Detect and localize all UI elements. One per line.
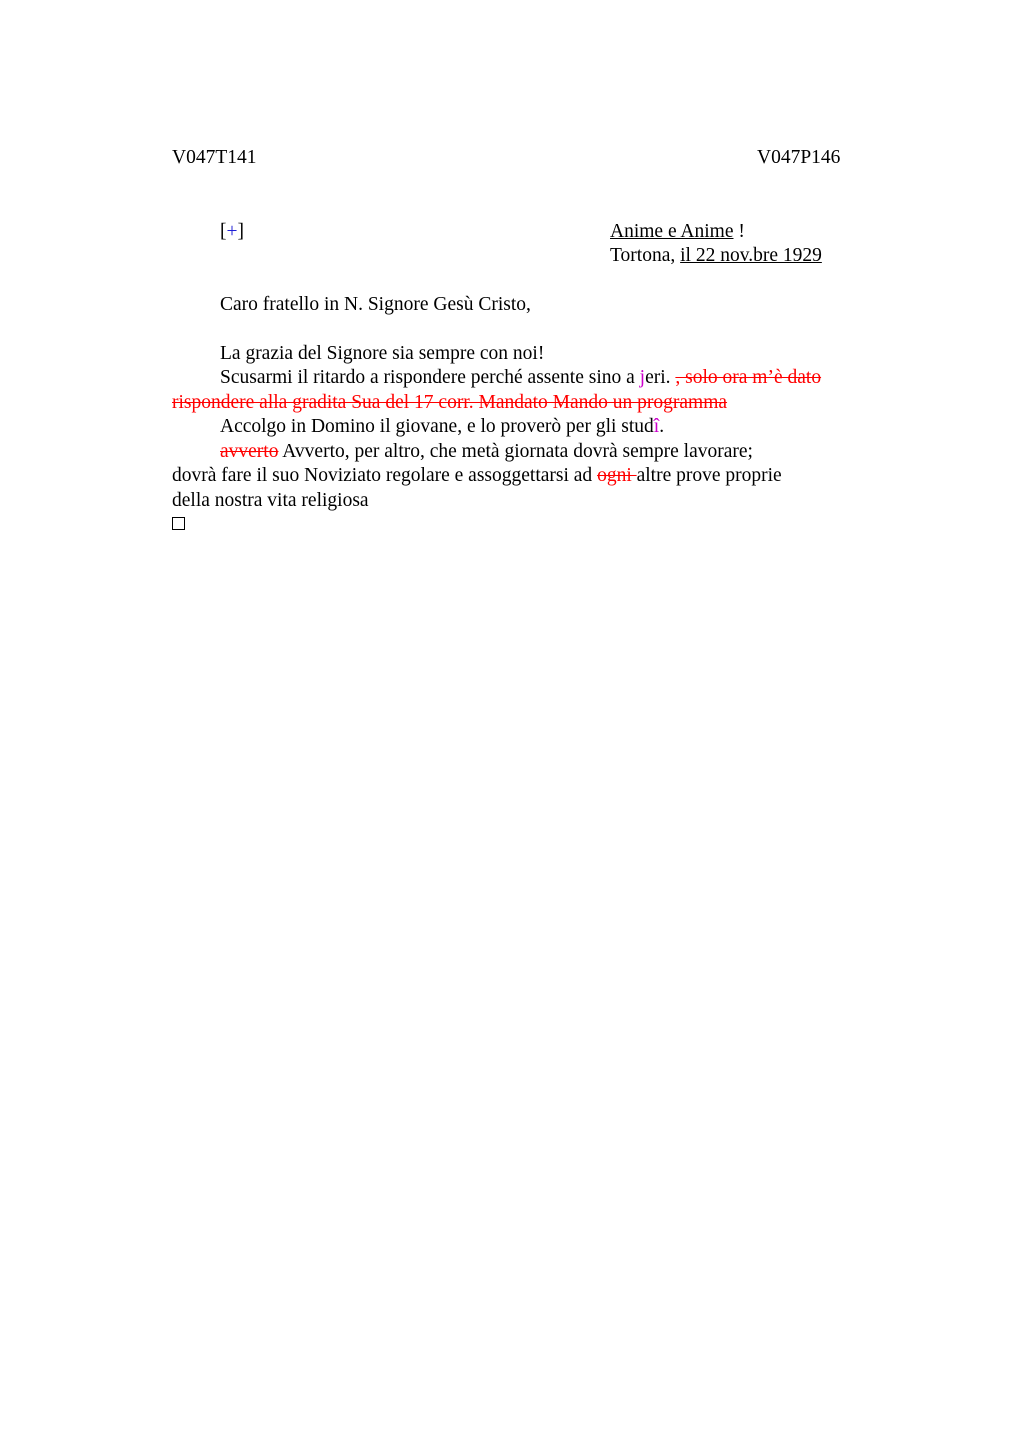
body-line-7: della nostra vita religiosa (172, 490, 369, 511)
cross-open-bracket: [ (220, 221, 227, 242)
body-line-4 (220, 415, 664, 439)
body-line-5-text: Avverto, per altro, che metà giornata dovrà sempre lavorare; (278, 441, 753, 462)
salutation: Caro fratello in N. Signore Gesù Cristo, (220, 294, 531, 315)
body-line-1: La grazia del Signore sia sempre con noi! (220, 343, 545, 364)
document-code-right: V047P146 (757, 147, 841, 168)
cross-mark (220, 220, 244, 244)
body-line-6 (172, 464, 782, 488)
body-line-6-text-b: altre prove proprie (636, 465, 782, 486)
motto (610, 220, 745, 244)
insertion-mark: j (639, 367, 646, 388)
cross-close-bracket: ] (237, 221, 244, 242)
date: il 22 nov.bre 1929 (680, 245, 822, 266)
body-line-2 (220, 366, 821, 390)
deleted-text: , solo ora m’è dato (675, 367, 822, 388)
body-line-6-text-a: dovrà fare il suo Noviziato regolare e assoggettarsi ad (172, 465, 598, 486)
place-date (610, 244, 822, 268)
deleted-text: ogni (597, 465, 637, 486)
end-mark-box-icon (172, 517, 185, 530)
body-line-2-text-a: Scusarmi il ritardo a rispondere perché assente sino a (220, 367, 640, 388)
body-line-5 (220, 440, 753, 464)
motto-text: Anime e Anime (610, 221, 734, 242)
body-line-4-text-a: Accolgo in Domino il giovane, e lo proverò per gli stud (220, 416, 654, 437)
insertion-mark: î (653, 416, 660, 437)
cross-icon: + (226, 221, 238, 242)
motto-exclaim: ! (733, 221, 745, 242)
body-line-3 (172, 391, 727, 415)
deleted-text: rispondere alla gradita Sua del 17 corr. Mandato Mando un programma (172, 392, 728, 413)
document-code-left: V047T141 (172, 147, 257, 168)
deleted-text: avverto (220, 441, 279, 462)
body-line-2-text-b: eri. (645, 367, 676, 388)
body-line-4-text-b: . (659, 416, 665, 437)
place: Tortona, (610, 245, 681, 266)
